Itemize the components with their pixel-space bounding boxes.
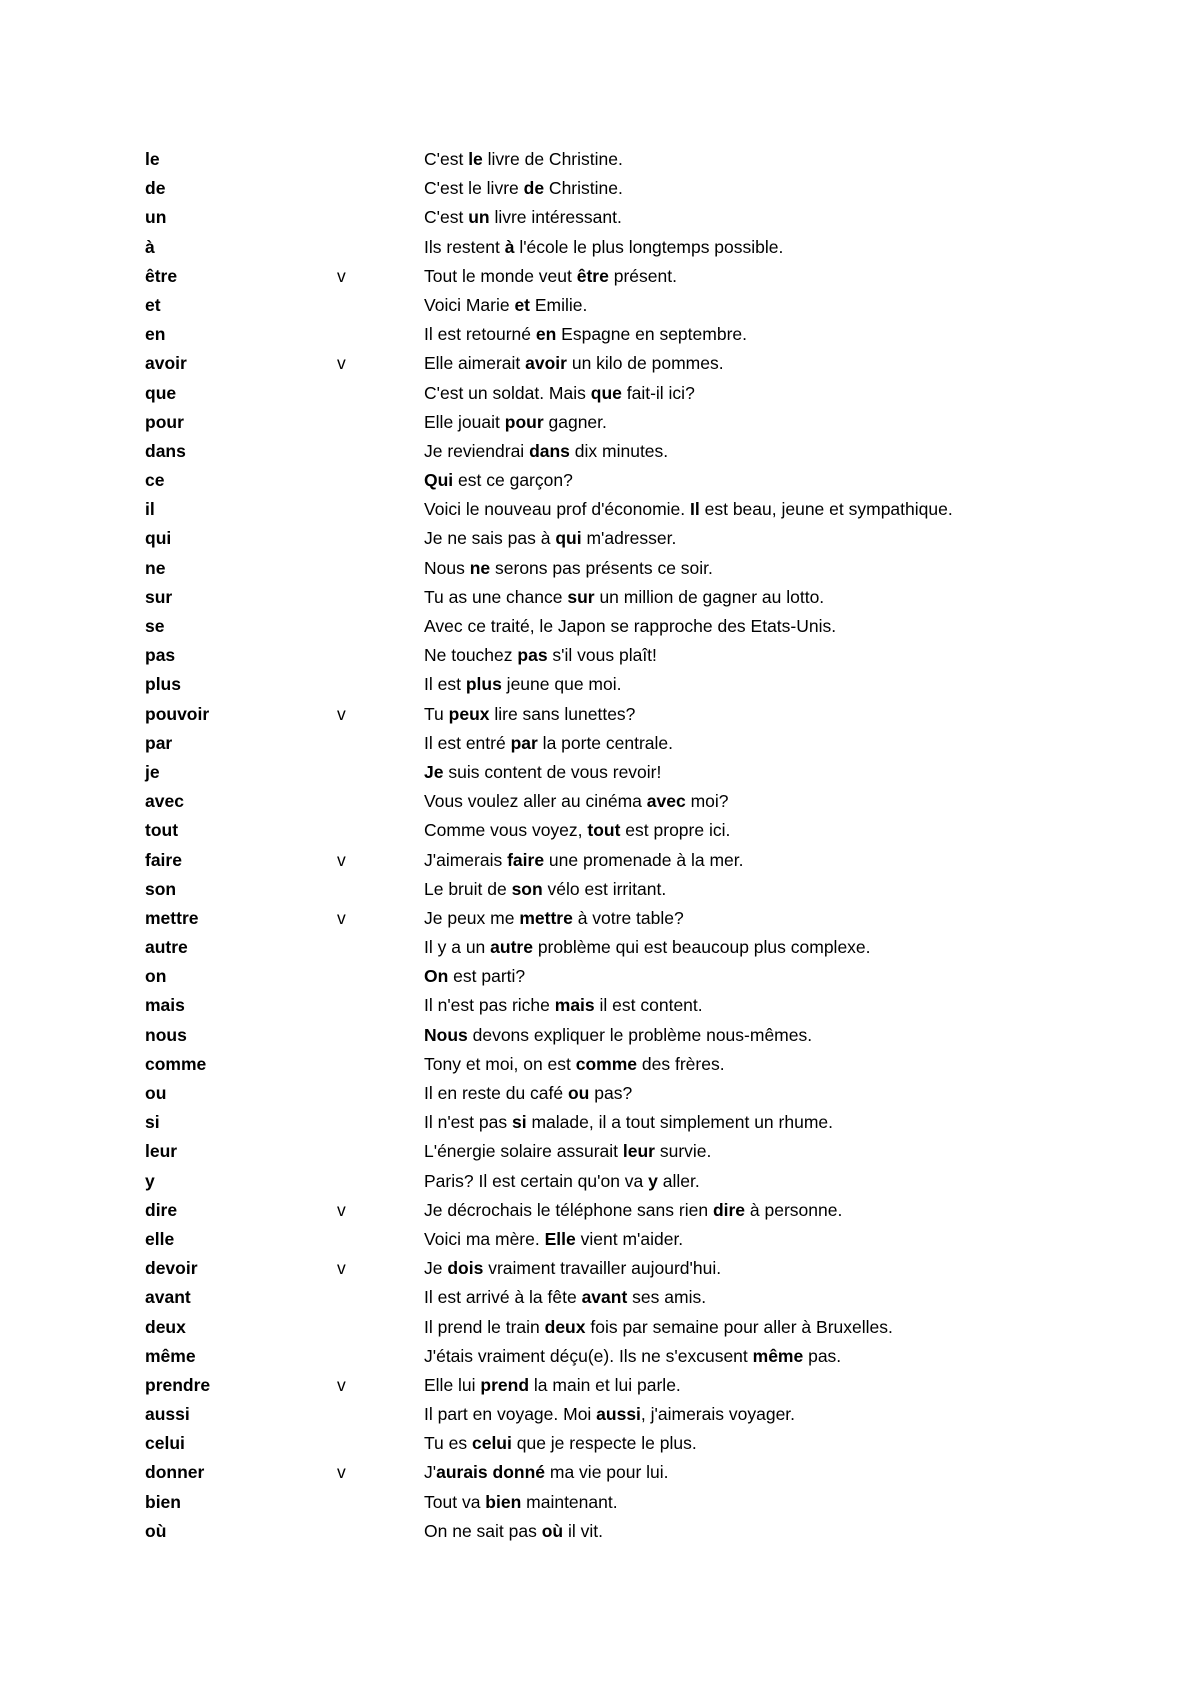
headword: donner <box>145 1462 205 1483</box>
verb-marker: v <box>337 1374 346 1395</box>
vocabulary-row <box>0 583 1200 612</box>
sentence-text: Ne touchez <box>424 645 518 666</box>
sentence-text: la main et lui parle. <box>529 1374 681 1395</box>
vocabulary-row <box>0 933 1200 962</box>
example-sentence <box>424 437 668 466</box>
vocabulary-row <box>0 612 1200 641</box>
vocabulary-row <box>0 379 1200 408</box>
sentence-text: vélo est irritant. <box>542 878 667 899</box>
sentence-text: est propre ici. <box>620 820 731 841</box>
vocabulary-row <box>0 1254 1200 1283</box>
sentence-text: à votre table? <box>572 907 684 928</box>
headword: tout <box>145 820 179 841</box>
sentence-text: serons pas présents ce soir. <box>490 557 713 578</box>
headword: avec <box>145 791 184 812</box>
vocabulary-row <box>0 291 1200 320</box>
vocabulary-row <box>0 466 1200 495</box>
vocabulary-row <box>0 1167 1200 1196</box>
vocabulary-row <box>0 962 1200 991</box>
sentence-text: une promenade à la mer. <box>544 849 744 870</box>
sentence-text: Il est <box>424 674 466 695</box>
example-sentence <box>424 320 747 349</box>
highlighted-word: On <box>424 966 449 987</box>
sentence-text: dix minutes. <box>569 440 669 461</box>
vocabulary-row <box>0 1050 1200 1079</box>
example-sentence <box>424 145 623 174</box>
example-sentence <box>424 1021 812 1050</box>
sentence-text: Il part en voyage. Moi <box>424 1404 597 1425</box>
sentence-text: devons expliquer le problème nous-mêmes. <box>467 1024 813 1045</box>
headword: nous <box>145 1024 187 1045</box>
sentence-text: Comme vous voyez, <box>424 820 588 841</box>
sentence-text: Il est arrivé à la fête <box>424 1287 582 1308</box>
vocabulary-row <box>0 816 1200 845</box>
highlighted-word: Elle <box>544 1228 576 1249</box>
example-sentence <box>424 233 783 262</box>
example-sentence <box>424 846 744 875</box>
vocabulary-row <box>0 1429 1200 1458</box>
highlighted-word: que <box>590 382 622 403</box>
sentence-text: fois par semaine pour aller à Bruxelles. <box>585 1316 893 1337</box>
sentence-text: Ils restent <box>424 236 505 257</box>
sentence-text: pas? <box>589 1083 633 1103</box>
example-sentence <box>424 524 676 553</box>
sentence-text: C'est le livre <box>424 178 524 199</box>
vocabulary-row <box>0 991 1200 1020</box>
example-sentence <box>424 816 730 845</box>
headword: si <box>145 1112 160 1133</box>
sentence-text: vraiment travailler aujourd'hui. <box>483 1258 722 1279</box>
sentence-text: à personne. <box>745 1199 843 1220</box>
sentence-text: L'énergie solaire assurait <box>424 1141 623 1162</box>
headword: prendre <box>145 1374 211 1395</box>
vocabulary-list <box>0 145 1200 1546</box>
example-sentence <box>424 1342 841 1371</box>
example-sentence <box>424 991 703 1020</box>
headword: pour <box>145 411 184 432</box>
vocabulary-row <box>0 1283 1200 1312</box>
highlighted-word: aussi <box>596 1404 641 1425</box>
headword: mais <box>145 995 185 1016</box>
headword: y <box>145 1170 155 1191</box>
highlighted-word: deux <box>544 1316 586 1337</box>
example-sentence <box>424 758 661 787</box>
headword: en <box>145 324 166 345</box>
vocabulary-row <box>0 787 1200 816</box>
example-sentence <box>424 1429 697 1458</box>
sentence-text: l'école le plus longtemps possible. <box>514 236 784 257</box>
example-sentence <box>424 262 677 291</box>
highlighted-word: à <box>504 236 515 257</box>
headword: à <box>145 236 155 257</box>
sentence-text: Voici Marie <box>424 294 515 315</box>
headword: un <box>145 207 167 228</box>
vocabulary-row <box>0 641 1200 670</box>
highlighted-word: même <box>752 1345 804 1366</box>
highlighted-word: faire <box>507 849 545 870</box>
vocabulary-row <box>0 1488 1200 1517</box>
example-sentence <box>424 670 621 699</box>
example-sentence <box>424 203 622 232</box>
vocabulary-row <box>0 846 1200 875</box>
highlighted-word: pas <box>517 645 548 666</box>
sentence-text: Emilie. <box>530 294 588 315</box>
headword: sur <box>145 586 173 607</box>
sentence-text: suis content de vous revoir! <box>443 761 662 782</box>
highlighted-word: qui <box>555 528 582 549</box>
sentence-text: Il y a un <box>424 937 491 958</box>
sentence-text: aller. <box>657 1170 700 1191</box>
vocabulary-row <box>0 349 1200 378</box>
example-sentence <box>424 1458 669 1487</box>
highlighted-word: où <box>541 1520 564 1541</box>
verb-marker: v <box>337 353 346 374</box>
example-sentence <box>424 962 525 991</box>
sentence-text: vient m'aider. <box>575 1228 684 1249</box>
sentence-text: Tout va <box>424 1491 486 1512</box>
sentence-text: lire sans lunettes? <box>489 703 636 724</box>
verb-marker: v <box>337 1258 346 1279</box>
vocabulary-row <box>0 554 1200 583</box>
headword: pas <box>145 645 176 666</box>
verb-marker: v <box>337 849 346 870</box>
highlighted-word: Je <box>424 761 444 782</box>
vocabulary-row <box>0 495 1200 524</box>
highlighted-word: autre <box>490 937 533 958</box>
sentence-text: J'étais vraiment déçu(e). Ils ne s'excusent <box>424 1345 753 1366</box>
sentence-text: C'est <box>424 149 469 169</box>
example-sentence <box>424 787 729 816</box>
sentence-text: Voici le nouveau prof d'économie. <box>424 499 691 520</box>
headword: ou <box>145 1083 167 1103</box>
headword: on <box>145 966 167 987</box>
vocabulary-row <box>0 700 1200 729</box>
sentence-text: Espagne en septembre. <box>556 324 747 345</box>
headword: il <box>145 499 155 520</box>
example-sentence <box>424 1079 632 1108</box>
sentence-text: problème qui est beaucoup plus complexe. <box>532 937 871 958</box>
sentence-text: il vit. <box>563 1520 603 1541</box>
headword: ne <box>145 557 166 578</box>
headword: ce <box>145 470 165 491</box>
highlighted-word: être <box>576 265 609 286</box>
headword: le <box>145 149 160 169</box>
highlighted-word: ne <box>469 557 491 578</box>
headword: autre <box>145 937 188 958</box>
vocabulary-row <box>0 1400 1200 1429</box>
highlighted-word: aurais donné <box>436 1462 546 1483</box>
highlighted-word: avant <box>581 1287 628 1308</box>
vocabulary-row <box>0 174 1200 203</box>
sentence-text: livre de Christine. <box>482 149 623 169</box>
sentence-text: Vous voulez aller au cinéma <box>424 791 647 812</box>
vocabulary-row <box>0 1079 1200 1108</box>
vocabulary-row <box>0 1225 1200 1254</box>
sentence-text: Il n'est pas riche <box>424 995 555 1016</box>
sentence-text: Christine. <box>544 178 623 199</box>
sentence-text: Tu es <box>424 1433 472 1454</box>
headword: aussi <box>145 1404 190 1425</box>
vocabulary-row <box>0 320 1200 349</box>
headword: où <box>145 1520 167 1541</box>
headword: comme <box>145 1053 207 1074</box>
verb-marker: v <box>337 265 346 286</box>
sentence-text: Tony et moi, on est <box>424 1053 576 1074</box>
sentence-text: moi? <box>685 791 729 812</box>
sentence-text: Je peux me <box>424 907 520 928</box>
sentence-text: ses amis. <box>627 1287 707 1308</box>
vocabulary-row <box>0 524 1200 553</box>
vocabulary-row <box>0 233 1200 262</box>
sentence-text: Elle jouait <box>424 411 505 432</box>
vocabulary-row <box>0 1517 1200 1546</box>
sentence-text: Elle aimerait <box>424 353 526 374</box>
example-sentence <box>424 1225 683 1254</box>
vocabulary-row <box>0 1196 1200 1225</box>
example-sentence <box>424 583 824 612</box>
highlighted-word: prend <box>480 1374 530 1395</box>
example-sentence <box>424 933 871 962</box>
sentence-text: s'il vous plaît! <box>547 645 657 666</box>
sentence-text: Il prend le train <box>424 1316 545 1337</box>
sentence-text: pas. <box>803 1345 842 1366</box>
sentence-text: Je décrochais le téléphone sans rien <box>424 1199 713 1220</box>
sentence-text: que je respecte le plus. <box>511 1433 697 1454</box>
highlighted-word: de <box>523 178 545 199</box>
highlighted-word: tout <box>587 820 621 841</box>
headword: faire <box>145 849 182 870</box>
headword: dire <box>145 1199 178 1220</box>
sentence-text: ma vie pour lui. <box>545 1462 669 1483</box>
highlighted-word: Nous <box>424 1024 468 1045</box>
headword: qui <box>145 528 172 549</box>
highlighted-word: en <box>535 324 557 345</box>
vocabulary-row <box>0 1021 1200 1050</box>
headword: devoir <box>145 1258 198 1279</box>
headword: plus <box>145 674 181 695</box>
vocabulary-row <box>0 875 1200 904</box>
vocabulary-row <box>0 904 1200 933</box>
sentence-text: fait-il ici? <box>621 382 695 403</box>
highlighted-word: Qui <box>424 470 454 491</box>
sentence-text: présent. <box>608 265 677 286</box>
sentence-text: Avec ce traité, le Japon se rapproche des Etats-Unis. <box>424 616 837 636</box>
sentence-text: Je reviendrai <box>424 440 530 461</box>
sentence-text: Je <box>424 1258 448 1279</box>
sentence-text: , j'aimerais voyager. <box>640 1404 796 1425</box>
example-sentence <box>424 349 724 378</box>
vocabulary-row <box>0 1458 1200 1487</box>
sentence-text: un kilo de pommes. <box>566 353 724 374</box>
vocabulary-row <box>0 1342 1200 1371</box>
highlighted-word: avoir <box>525 353 567 374</box>
example-sentence <box>424 408 607 437</box>
highlighted-word: dois <box>447 1258 484 1279</box>
highlighted-word: mais <box>554 995 595 1016</box>
sentence-text: C'est <box>424 207 469 228</box>
highlighted-word: bien <box>485 1491 522 1512</box>
highlighted-word: dire <box>712 1199 746 1220</box>
highlighted-word: si <box>511 1112 527 1133</box>
vocabulary-row <box>0 670 1200 699</box>
vocabulary-row <box>0 408 1200 437</box>
highlighted-word: Il <box>690 499 700 520</box>
highlighted-word: y <box>648 1170 658 1191</box>
sentence-text: gagner. <box>543 411 607 432</box>
highlighted-word: pour <box>504 411 544 432</box>
example-sentence <box>424 1254 721 1283</box>
example-sentence <box>424 1517 603 1546</box>
example-sentence <box>424 904 684 933</box>
headword: que <box>145 382 177 403</box>
sentence-text: Paris? Il est certain qu'on va <box>424 1170 649 1191</box>
vocabulary-row <box>0 203 1200 232</box>
highlighted-word: ou <box>567 1083 590 1103</box>
highlighted-word: et <box>514 294 531 315</box>
sentence-text: Tout le monde veut <box>424 265 577 286</box>
example-sentence <box>424 700 635 729</box>
example-sentence <box>424 875 666 904</box>
sentence-text: Le bruit de <box>424 878 512 899</box>
example-sentence <box>424 729 673 758</box>
headword: je <box>145 761 160 782</box>
vocabulary-row <box>0 1371 1200 1400</box>
example-sentence <box>424 1488 618 1517</box>
highlighted-word: dans <box>529 440 570 461</box>
example-sentence <box>424 1283 706 1312</box>
verb-marker: v <box>337 703 346 724</box>
verb-marker: v <box>337 1462 346 1483</box>
highlighted-word: par <box>510 732 538 753</box>
sentence-text: Tu <box>424 703 449 724</box>
vocabulary-row <box>0 1137 1200 1166</box>
highlighted-word: sur <box>567 586 595 607</box>
headword: de <box>145 178 166 199</box>
example-sentence <box>424 379 695 408</box>
sentence-text: maintenant. <box>521 1491 618 1512</box>
sentence-text: On ne sait pas <box>424 1520 542 1541</box>
sentence-text: est parti? <box>448 966 526 987</box>
vocabulary-row <box>0 1313 1200 1342</box>
sentence-text: Il est entré <box>424 732 511 753</box>
sentence-text: malade, il a tout simplement un rhume. <box>526 1112 833 1133</box>
headword: elle <box>145 1228 175 1249</box>
headword: celui <box>145 1433 185 1454</box>
example-sentence <box>424 1400 795 1429</box>
example-sentence <box>424 466 573 495</box>
sentence-text: J' <box>424 1462 437 1483</box>
headword: leur <box>145 1141 178 1162</box>
headword: deux <box>145 1316 186 1337</box>
sentence-text: un million de gagner au lotto. <box>594 586 825 607</box>
headword: dans <box>145 440 186 461</box>
highlighted-word: comme <box>575 1053 638 1074</box>
example-sentence <box>424 554 713 583</box>
highlighted-word: un <box>468 207 490 228</box>
example-sentence <box>424 1196 842 1225</box>
highlighted-word: avec <box>646 791 686 812</box>
example-sentence <box>424 1108 833 1137</box>
headword: avoir <box>145 353 187 374</box>
headword: mettre <box>145 907 199 928</box>
example-sentence <box>424 1050 725 1079</box>
vocabulary-row <box>0 729 1200 758</box>
headword: se <box>145 616 165 636</box>
example-sentence <box>424 612 836 641</box>
example-sentence <box>424 1137 711 1166</box>
example-sentence <box>424 291 587 320</box>
sentence-text: il est content. <box>594 995 703 1016</box>
sentence-text: m'adresser. <box>581 528 677 549</box>
highlighted-word: plus <box>465 674 502 695</box>
vocabulary-row <box>0 1108 1200 1137</box>
headword: pouvoir <box>145 703 210 724</box>
highlighted-word: le <box>468 149 483 169</box>
sentence-text: Voici ma mère. <box>424 1228 545 1249</box>
headword: bien <box>145 1491 181 1512</box>
headword: son <box>145 878 177 899</box>
vocabulary-row <box>0 145 1200 174</box>
verb-marker: v <box>337 907 346 928</box>
sentence-text: Il n'est pas <box>424 1112 512 1133</box>
sentence-text: J'aimerais <box>424 849 508 870</box>
sentence-text: des frères. <box>637 1053 725 1074</box>
example-sentence <box>424 1167 700 1196</box>
sentence-text: survie. <box>654 1141 712 1162</box>
highlighted-word: mettre <box>519 907 573 928</box>
example-sentence <box>424 174 623 203</box>
sentence-text: Nous <box>424 557 470 578</box>
sentence-text: Elle lui <box>424 1374 481 1395</box>
sentence-text: Il est retourné <box>424 324 536 345</box>
vocabulary-row <box>0 262 1200 291</box>
highlighted-word: leur <box>622 1141 655 1162</box>
sentence-text: est ce garçon? <box>453 470 573 491</box>
verb-marker: v <box>337 1199 346 1220</box>
example-sentence <box>424 495 953 524</box>
sentence-text: jeune que moi. <box>501 674 622 695</box>
example-sentence <box>424 1313 893 1342</box>
sentence-text: livre intéressant. <box>489 207 622 228</box>
vocabulary-row <box>0 758 1200 787</box>
highlighted-word: peux <box>448 703 490 724</box>
sentence-text: Il en reste du café <box>424 1083 568 1103</box>
sentence-text: Tu as une chance <box>424 586 568 607</box>
sentence-text: C'est un soldat. Mais <box>424 382 591 403</box>
headword: avant <box>145 1287 191 1308</box>
vocabulary-row <box>0 437 1200 466</box>
sentence-text: est beau, jeune et sympathique. <box>699 499 953 520</box>
headword: et <box>145 294 161 315</box>
highlighted-word: celui <box>471 1433 512 1454</box>
headword: être <box>145 265 178 286</box>
example-sentence <box>424 641 657 670</box>
example-sentence <box>424 1371 681 1400</box>
headword: même <box>145 1345 196 1366</box>
sentence-text: Je ne sais pas à <box>424 528 556 549</box>
highlighted-word: son <box>511 878 543 899</box>
headword: par <box>145 732 173 753</box>
sentence-text: la porte centrale. <box>537 732 674 753</box>
